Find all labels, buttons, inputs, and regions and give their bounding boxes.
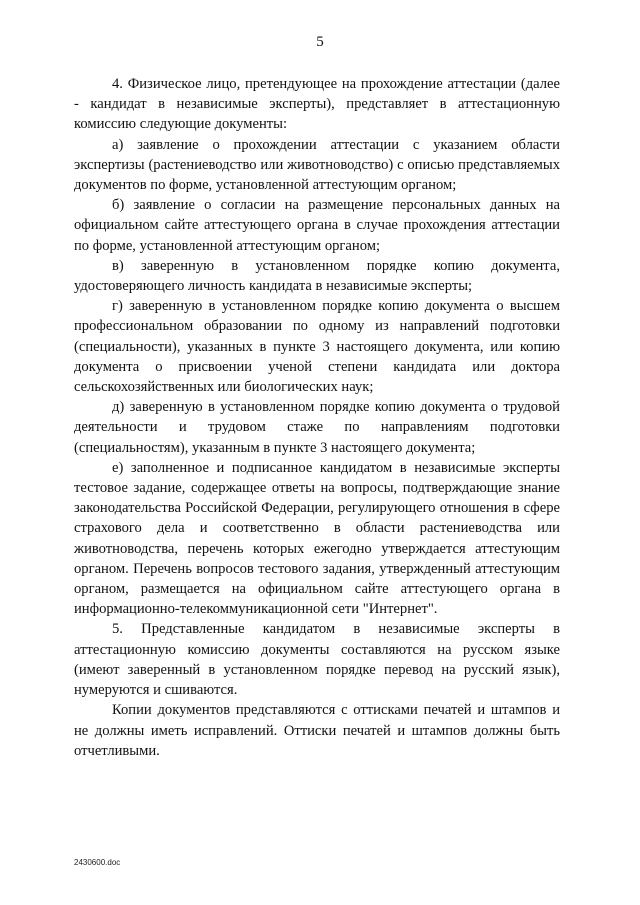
paragraph-4a: а) заявление о прохождении аттестации с указанием области экспертизы (растениеводство или животноводство) с описью представляемых документов по форме, установленной аттестующим органом;: [74, 136, 560, 194]
paragraph-4: 4. Физическое лицо, претендующее на прохождение аттестации (далее - кандидат в независимые эксперты), представляет в аттестационную комиссию следующие документы:: [74, 76, 560, 133]
paragraph-4b: б) заявление о согласии на размещение персональных данных на официальном сайте аттестующего органа в случае прохождения аттестации по форме, установленной аттестующим органом;: [74, 197, 560, 254]
paragraph-4d: д) заверенную в установленном порядке копию документа о трудовой деятельности и трудовом стаже по направлениям подготовки (специальностям), указанным в пункте 3 настоящего документа;: [74, 399, 560, 456]
paragraph-4g: г) заверенную в установленном порядке копию документа о высшем профессиональном образовании по одному из направлений подготовки (специальности), указанных в пункте 3 настоящего документа, или копию документа о присвоении ученой степени кандидата или доктора сельскохозяйственных или биологических наук;: [74, 298, 560, 396]
paragraph-4v: в) заверенную в установленном порядке копию документа, удостоверяющего личность кандидата в независимые эксперты;: [74, 257, 560, 295]
footer-filename: 2430600.doc: [74, 858, 121, 867]
document-body: [74, 74, 560, 761]
paragraph-4e: е) заполненное и подписанное кандидатом в независимые эксперты тестовое задание, содержащее ответы на вопросы, подтверждающие знание законодательства Российской Федерации, регулирующего отношения в сфере страхового дела и соответственно в области растениеводства или животноводства, перечень которых ежегодно утверждается аттестующим органом. Перечень вопросов тестового задания, утвержденный аттестующим органом, размещается на официальном сайте аттестующего органа в информационно-телекоммуникационной сети "Интернет".: [74, 459, 560, 618]
paragraph-copies: Копии документов представляются с оттисками печатей и штампов и не должны иметь исправлений. Оттиски печатей и штампов должны быть отчетливыми.: [74, 702, 560, 759]
paragraph-5: 5. Представленные кандидатом в независимые эксперты в аттестационную комиссию документы составляются на русском языке (имеют заверенный в установленном порядке перевод на русский язык), нумеруются и сшиваются.: [74, 621, 560, 699]
page-number: 5: [316, 34, 324, 50]
